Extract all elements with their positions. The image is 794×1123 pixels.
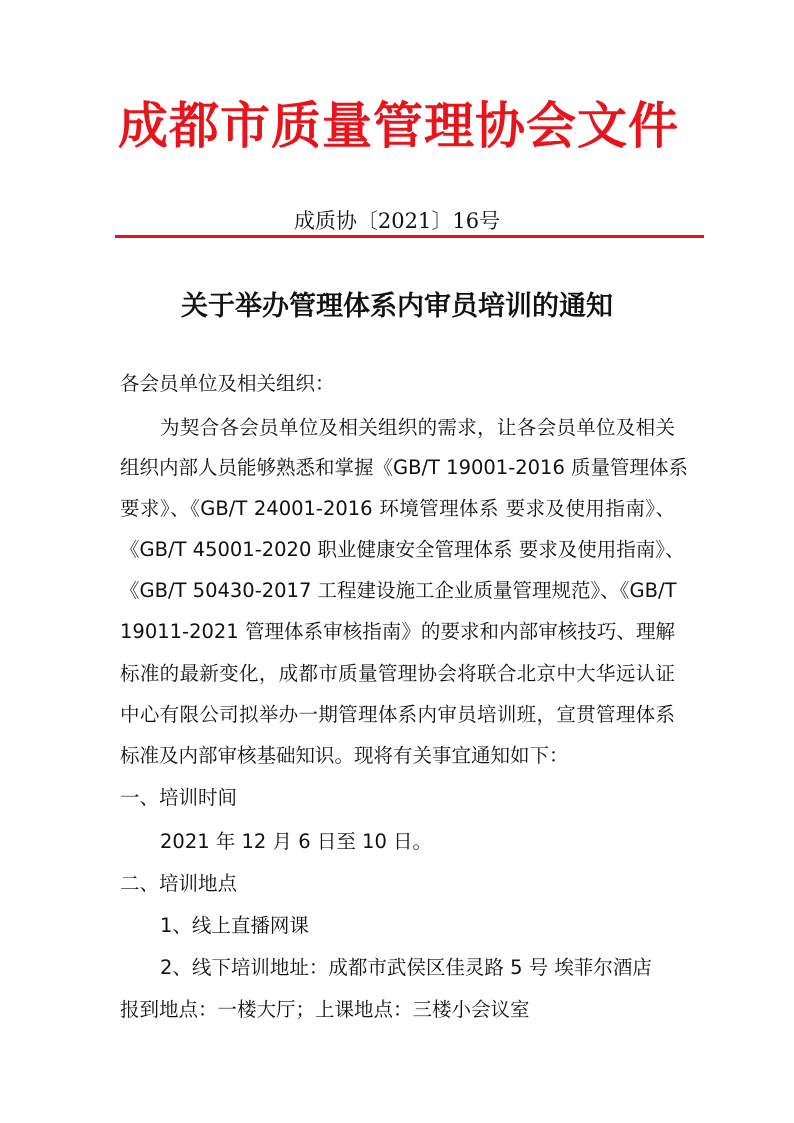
body-line: 标准的最新变化，成都市质量管理协会将联合北京中大华远认证 [120,662,675,685]
body-line: 《GB/T 50430-2017 工程建设施工企业质量管理规范》、《GB/T [120,579,677,602]
body-line: 标准及内部审核基础知识。现将有关事宜通知如下： [120,744,569,767]
document-number: 成质协〔2021〕16号 [293,209,501,233]
body-line: 为契合各会员单位及相关组织的需求，让各会员单位及相关 [160,416,675,439]
training-dates: 2021 年 12 月 6 日至 10 日。 [160,830,433,853]
salutation: 各会员单位及相关组织： [120,372,335,395]
body-line: 要求》、《GB/T 24001-2016 环境管理体系 要求及使用指南》、 [120,497,675,520]
section-heading-time: 一、培训时间 [120,786,238,809]
red-divider [115,235,704,238]
org-document-title: 成都市质量管理协会文件 [118,96,679,155]
body-line: 19011-2021 管理体系审核指南》的要求和内部审核技巧、理解 [120,620,675,643]
section-heading-place: 二、培训地点 [120,872,238,895]
body-line: 《GB/T 45001-2020 职业健康安全管理体系 要求及使用指南》、 [120,538,685,561]
body-line: 中心有限公司拟举办一期管理体系内审员培训班，宣贯管理体系 [120,703,675,726]
place-rooms: 报到地点：一楼大厅；上课地点：三楼小会议室 [120,998,530,1021]
place-offline-address: 2、线下培训地址：成都市武侯区佳灵路 5 号 埃菲尔酒店 [160,956,652,979]
place-online: 1、线上直播网课 [160,914,309,937]
notice-title: 关于举办管理体系内审员培训的通知 [181,291,613,322]
body-line: 组织内部人员能够熟悉和掌握《GB/T 19001-2016 质量管理体系 [120,456,689,479]
